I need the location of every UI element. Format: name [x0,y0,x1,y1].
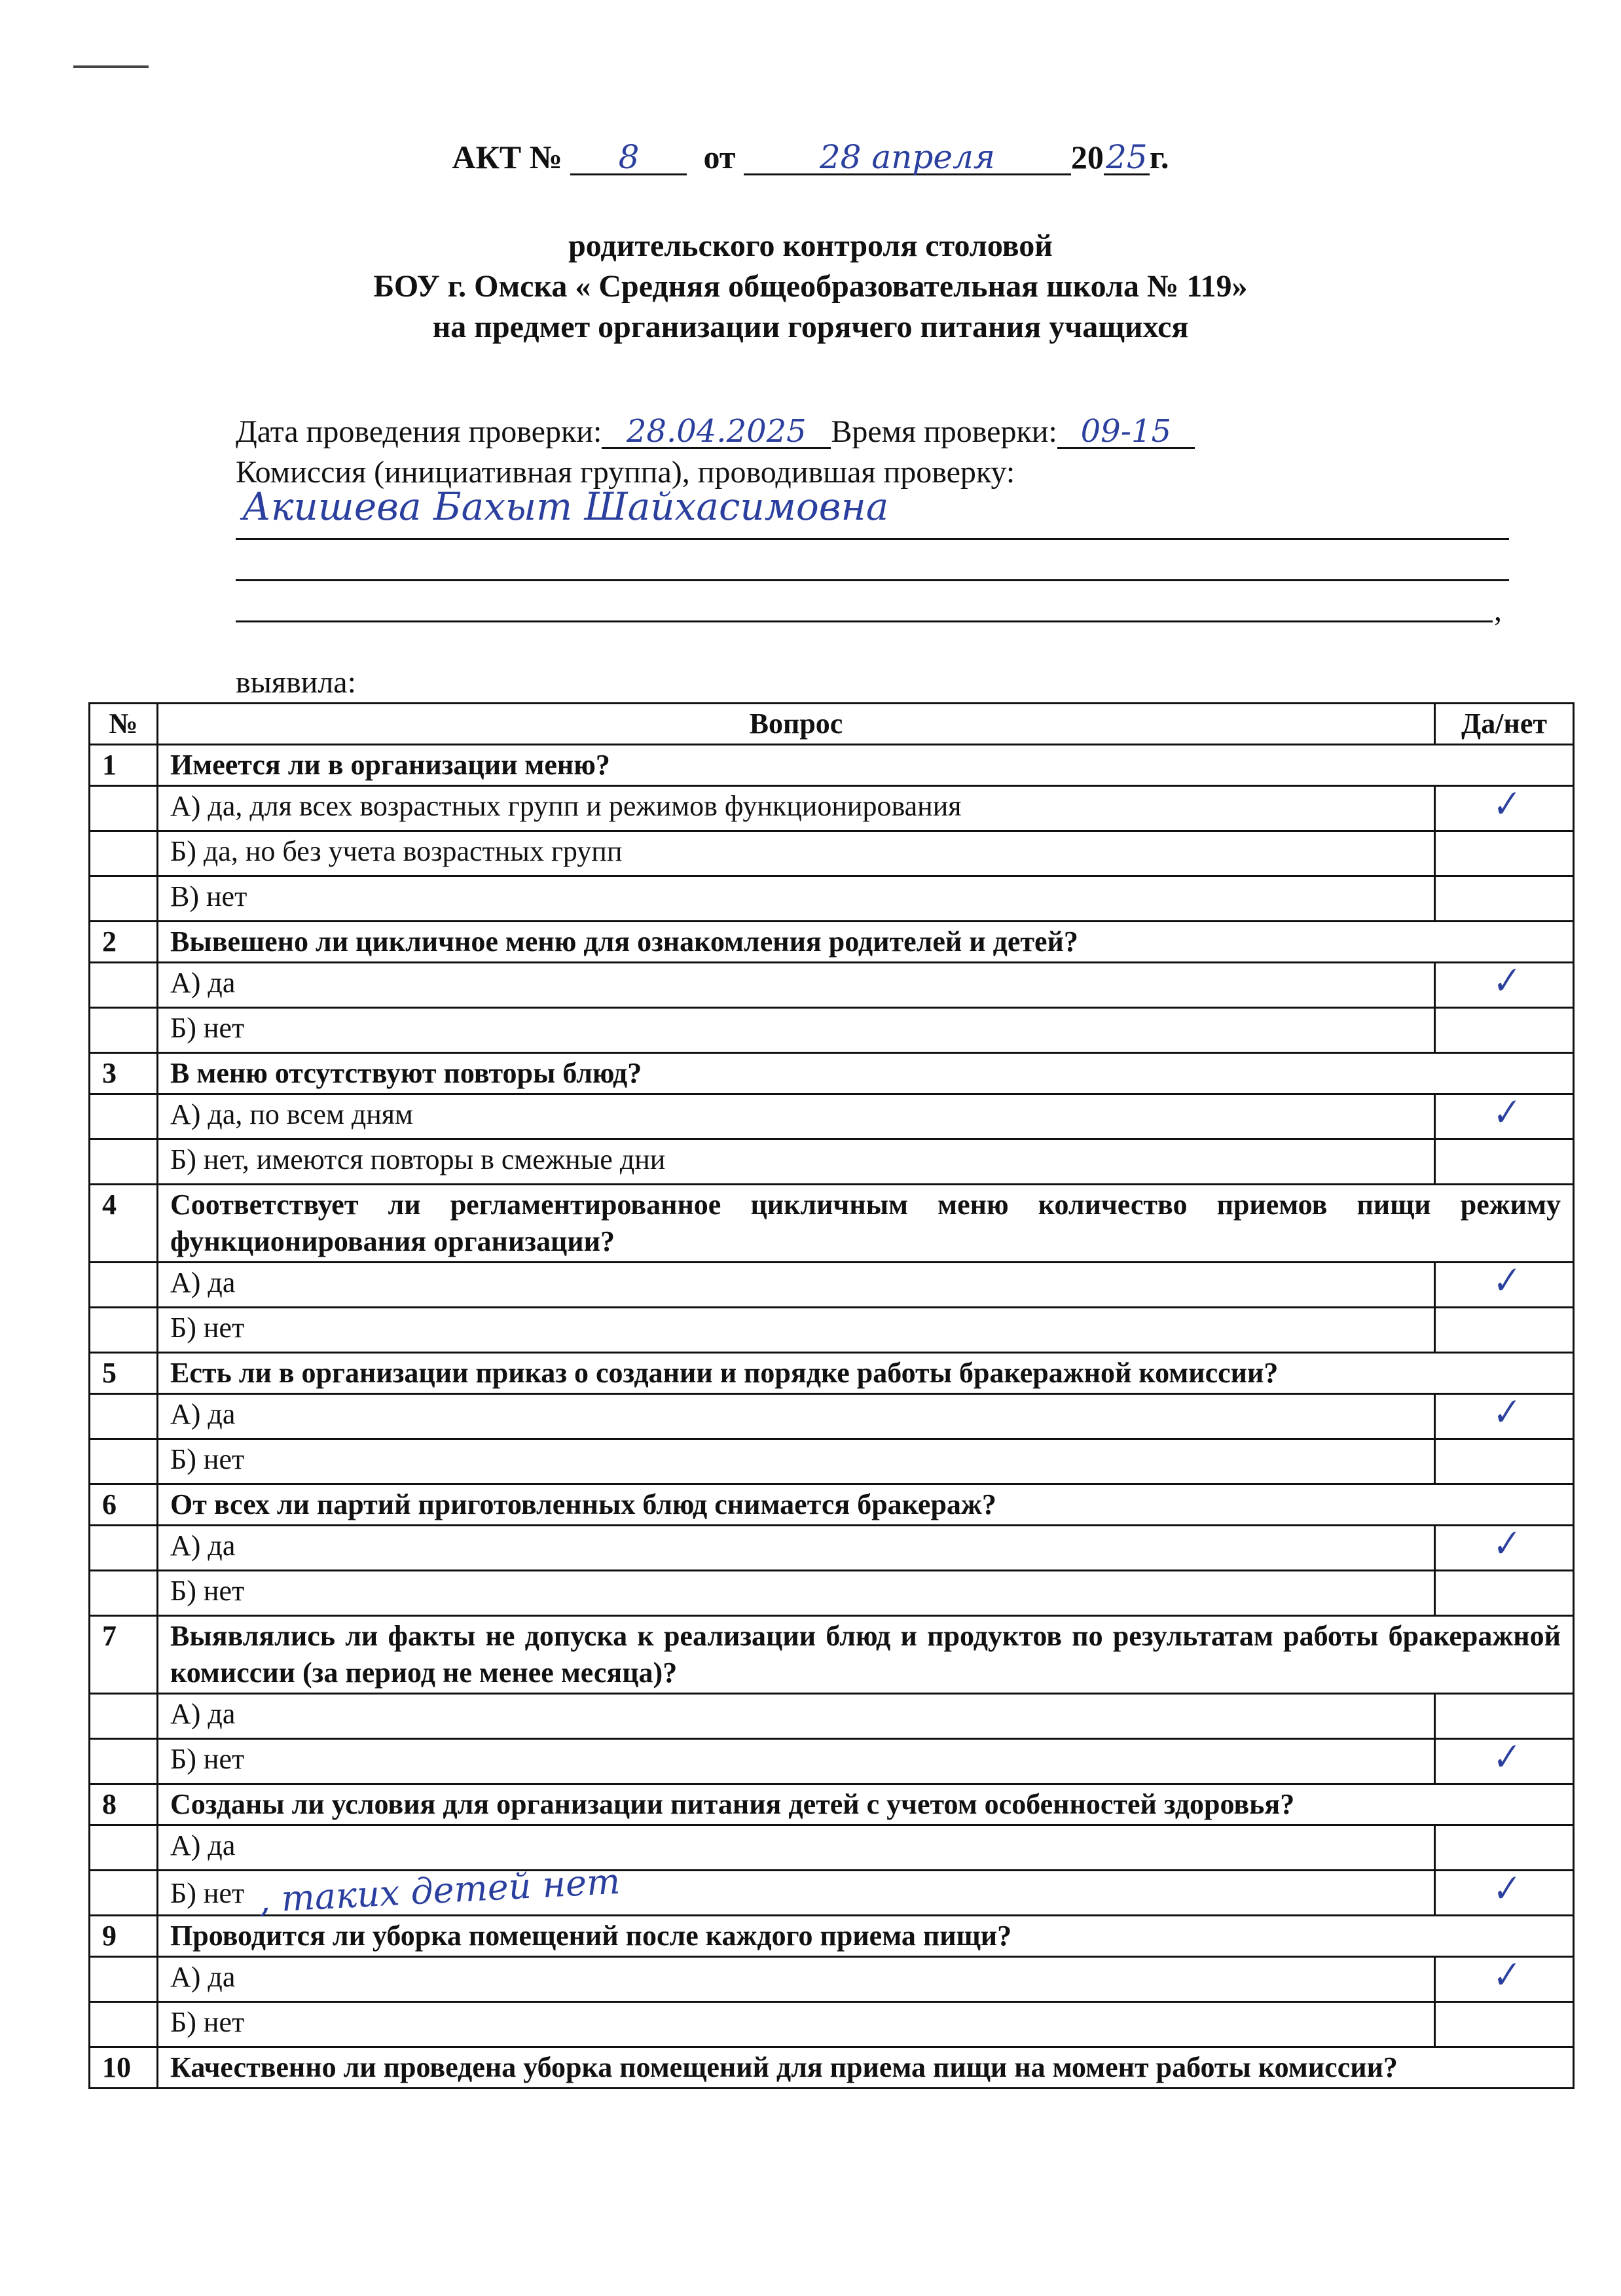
option-text: А) да [170,1530,236,1562]
option-cell [158,1825,1435,1871]
option-cell [158,1439,1435,1484]
option-text: А) да [170,1698,236,1730]
option-num-cell [90,1526,158,1571]
option-cell [158,1094,1435,1139]
option-text: Б) нет [170,1312,245,1344]
answer-cell [1435,1139,1574,1185]
answer-cell [1435,1091,1574,1139]
answer-cell [1435,960,1574,1008]
commission-line-3 [236,620,1493,622]
option-num-cell [90,1825,158,1871]
option-cell [158,1571,1435,1616]
time-value: 09-15 [1057,416,1195,449]
option-num-cell [90,831,158,876]
table-body [90,745,1574,2089]
option-row [90,1308,1574,1353]
commission-comma: , [1494,593,1502,628]
header-num: № [90,704,158,745]
answer-cell [1435,1008,1574,1053]
option-text: А) да, по всем дням [170,1098,413,1130]
question-text: Соответствует ли регламентированное цикличным меню количество приемов пищи режиму функционирования организации? [158,1185,1574,1263]
scan-mark [73,65,149,68]
header-answer: Да/нет [1435,704,1574,745]
question-text: Созданы ли условия для организации питания детей с учетом особенностей здоровья? [158,1784,1574,1825]
answer-cell [1435,2002,1574,2047]
option-row [90,1526,1574,1571]
question-number: 2 [90,922,158,963]
option-cell [158,831,1435,876]
heading-line-3: на предмет организации горячего питания учащихся [432,310,1189,344]
question-number: 1 [90,745,158,786]
option-num-cell [90,1263,158,1308]
option-row [90,831,1574,876]
option-num-cell [90,1957,158,2002]
option-num-cell [90,1439,158,1484]
option-cell [158,1139,1435,1185]
option-cell [158,1308,1435,1353]
table-header-row [90,704,1574,745]
act-number: 8 [570,141,687,175]
checkmark-icon: ✓ [1485,1391,1523,1435]
option-num-cell [90,1094,158,1139]
option-cell [158,2002,1435,2047]
answer-cell [1435,1439,1574,1484]
option-row [90,1439,1574,1484]
option-cell [158,1526,1435,1571]
option-row [90,1957,1574,2002]
option-cell [158,1739,1435,1784]
question-row [90,1484,1574,1526]
option-text: Б) нет, имеются повторы в смежные дни [170,1143,666,1175]
commission-label: Комиссия (инициативная группа), проводившая проверку: [236,455,1015,490]
option-num-cell [90,876,158,922]
option-cell [158,1394,1435,1439]
act-label: АКТ № [452,139,562,175]
option-num-cell [90,1871,158,1916]
option-num-cell [90,1008,158,1053]
option-row [90,1263,1574,1308]
option-row [90,1739,1574,1784]
checkmark-icon: ✓ [1485,1954,1523,1998]
option-text: Б) нет [170,1443,245,1475]
option-row [90,876,1574,922]
option-row [90,1571,1574,1616]
option-row [90,2002,1574,2047]
option-text: А) да [170,1398,236,1430]
answer-cell [1435,1954,1574,2002]
answer-cell [1435,1571,1574,1616]
answer-cell [1435,1867,1574,1916]
act-date: 28 апреля [744,141,1071,175]
question-number: 10 [90,2047,158,2089]
question-row [90,1053,1574,1094]
answer-cell [1435,831,1574,876]
answer-cell [1435,1736,1574,1784]
option-num-cell [90,1694,158,1739]
option-text: Б) нет [170,1575,245,1607]
option-num-cell [90,1571,158,1616]
option-row [90,786,1574,831]
question-number: 9 [90,1916,158,1957]
question-text: Выявлялись ли факты не допуска к реализации блюд и продуктов по результатам работы бракеражной комиссии (за период не менее месяца)? [158,1616,1574,1694]
option-cell [158,1694,1435,1739]
question-number: 7 [90,1616,158,1694]
act-title [0,131,1621,183]
option-num-cell [90,1308,158,1353]
answer-cell [1435,876,1574,922]
option-cell [158,1263,1435,1308]
question-row [90,1353,1574,1394]
option-num-cell [90,1739,158,1784]
commission-members: Акишева Бахыт Шайхасимовна [242,484,889,529]
checkmark-icon: ✓ [1485,1259,1523,1304]
option-cell [158,963,1435,1008]
answer-cell [1435,1522,1574,1571]
checkmark-icon: ✓ [1485,1091,1523,1136]
option-cell [158,1008,1435,1053]
year-suffix: 25 [1104,141,1150,175]
question-text: Имеется ли в организации меню? [158,745,1574,786]
commission-line-1 [236,538,1509,540]
answer-cell [1435,1694,1574,1739]
date-label: Дата проведения проверки: [236,414,602,449]
found-label: выявила: [236,665,356,700]
question-text: В меню отсутствуют повторы блюд? [158,1053,1574,1094]
question-row [90,1916,1574,1957]
question-text: Есть ли в организации приказ о создании и порядке работы бракеражной комиссии? [158,1353,1574,1394]
option-text: В) нет [170,880,247,912]
answer-cell [1435,1308,1574,1353]
checkmark-icon: ✓ [1485,1867,1523,1912]
option-row [90,1694,1574,1739]
option-text: А) да [170,1961,236,1993]
option-row [90,1094,1574,1139]
time-label: Время проверки: [831,414,1057,449]
heading-line-1: родительского контроля столовой [568,228,1053,263]
question-row [90,922,1574,963]
option-cell [158,786,1435,831]
option-text: Б) нет [170,2006,245,2038]
header-question: Вопрос [158,704,1435,745]
option-text: А) да [170,1829,236,1861]
from-label: от [703,139,736,175]
option-num-cell [90,786,158,831]
question-number: 4 [90,1185,158,1263]
question-row [90,2047,1574,2089]
question-number: 3 [90,1053,158,1094]
option-row [90,963,1574,1008]
question-text: Проводится ли уборка помещений после каждого приема пищи? [158,1916,1574,1957]
option-num-cell [90,1394,158,1439]
question-row [90,1616,1574,1694]
question-text: От всех ли партий приготовленных блюд снимается бракераж? [158,1484,1574,1526]
checkmark-icon: ✓ [1485,960,1523,1004]
inspection-table [88,702,1575,2089]
question-number: 8 [90,1784,158,1825]
option-num-cell [90,1139,158,1185]
question-row [90,1185,1574,1263]
handwritten-note: , таких детей нет [257,1860,621,1921]
commission-line-2 [236,579,1509,581]
option-cell [158,1957,1435,2002]
question-text: Вывешено ли цикличное меню для ознакомления родителей и детей? [158,922,1574,963]
option-num-cell [90,963,158,1008]
document-heading [0,226,1621,348]
option-row [90,1008,1574,1053]
year-prefix: 20 [1070,139,1104,175]
date-value: 28.04.2025 [602,416,831,449]
question-number: 5 [90,1353,158,1394]
option-cell [158,1860,1435,1921]
answer-cell [1435,783,1574,831]
option-row [90,1139,1574,1185]
option-text: Б) нет [170,1743,245,1775]
question-row [90,745,1574,786]
option-text: А) да [170,967,236,999]
checkmark-icon: ✓ [1485,783,1523,827]
option-text: Б) да, но без учета возрастных групп [170,835,623,867]
option-text: Б) нет [170,1012,245,1044]
question-text: Качественно ли проведена уборка помещений для приема пищи на момент работы комиссии? [158,2047,1574,2089]
option-text: А) да, для всех возрастных групп и режимов функционирования [170,790,962,822]
year-end: г. [1149,139,1169,175]
heading-line-2: БОУ г. Омска « Средняя общеобразовательная школа № 119» [373,269,1248,304]
checkmark-icon: ✓ [1485,1522,1523,1567]
inspection-date-time [236,412,1506,452]
option-cell [158,876,1435,922]
answer-cell [1435,1825,1574,1871]
option-row [90,1871,1574,1916]
answer-cell [1435,1259,1574,1308]
option-text: Б) нет [170,1877,245,1909]
option-text: А) да [170,1266,236,1299]
option-row [90,1825,1574,1871]
option-num-cell [90,2002,158,2047]
option-row [90,1394,1574,1439]
question-row [90,1784,1574,1825]
checkmark-icon: ✓ [1485,1736,1523,1780]
answer-cell [1435,1391,1574,1439]
question-number: 6 [90,1484,158,1526]
